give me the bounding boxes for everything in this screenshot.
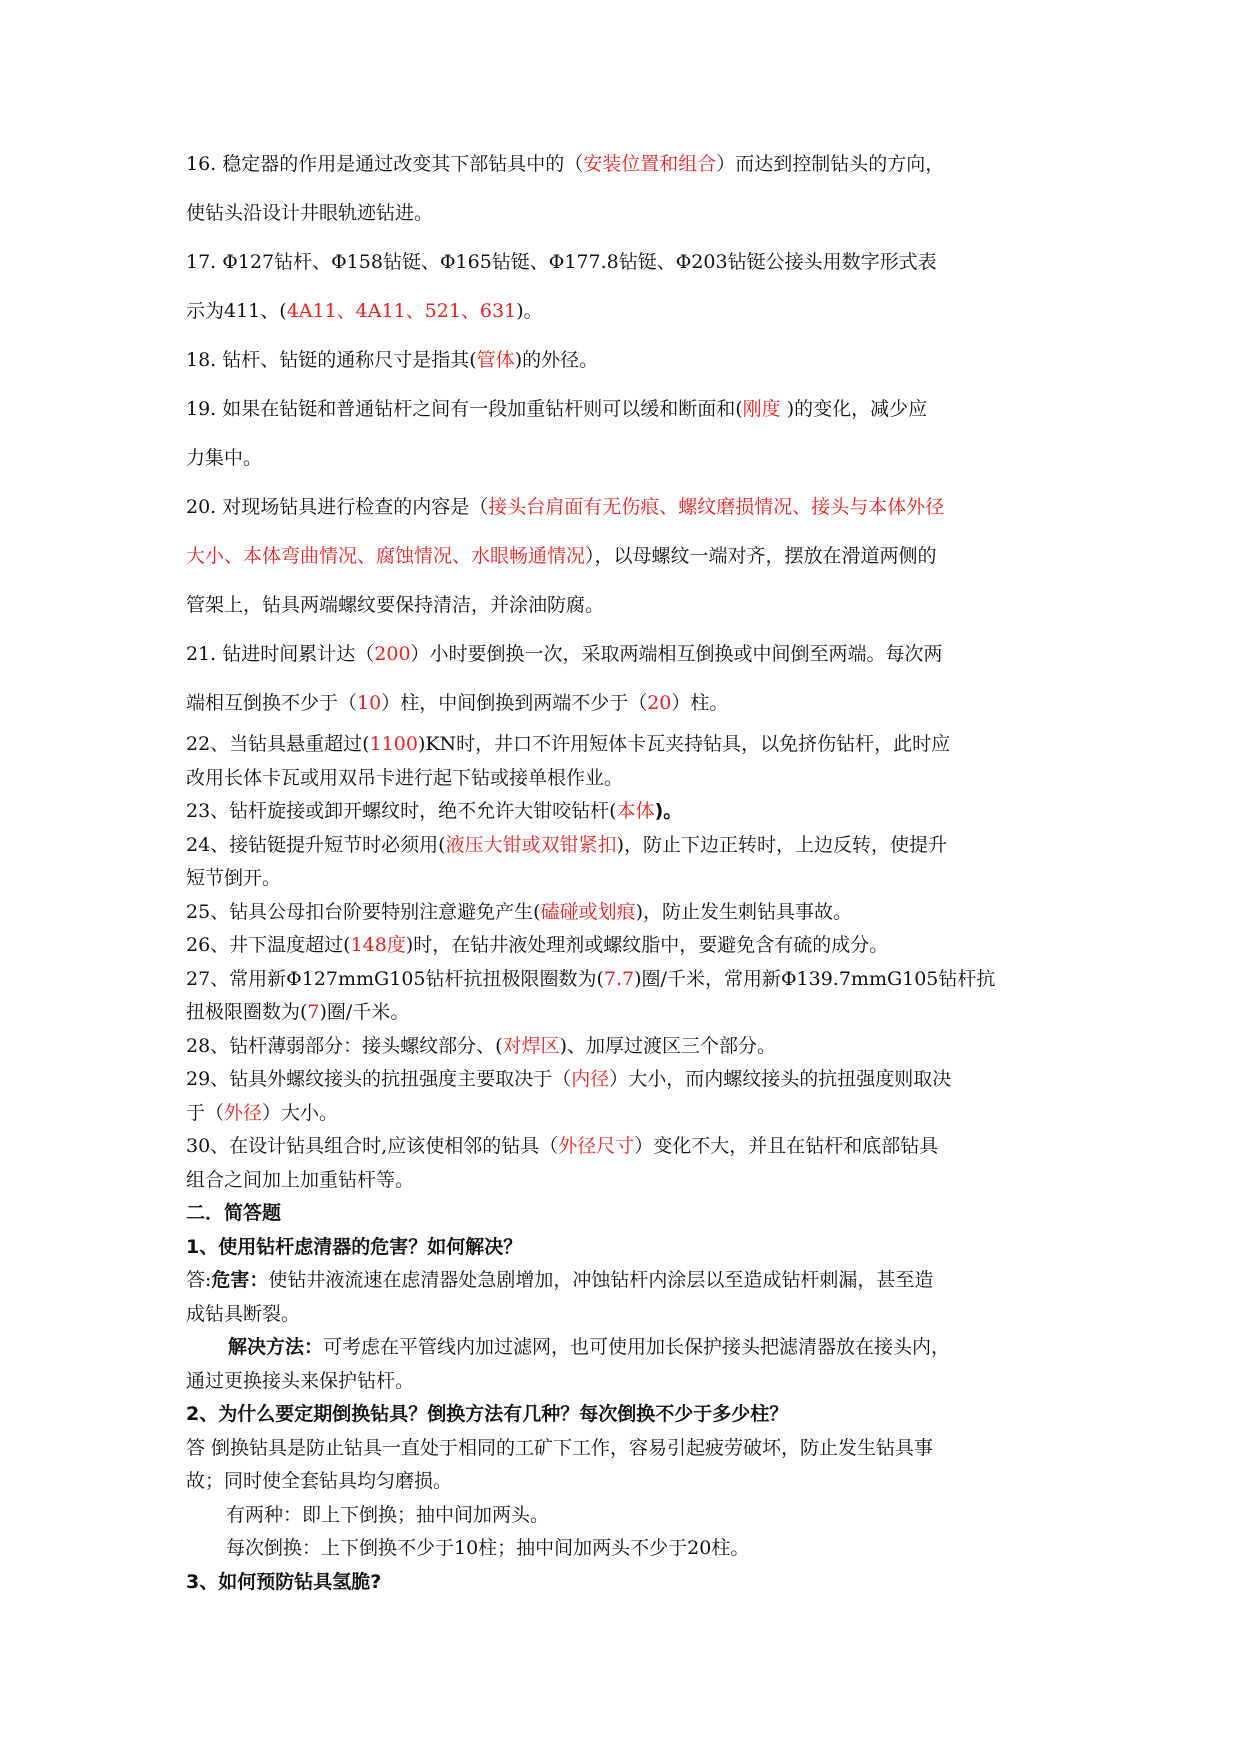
- text: 成钻具断裂。: [186, 1302, 301, 1325]
- text: 28、钻杆薄弱部分：接头螺纹部分、(: [186, 1034, 503, 1057]
- text: 答 倒换钻具是防止钻具一直处于相同的工矿下工作，容易引起疲劳破坏，防止发生钻具事: [186, 1436, 934, 1459]
- text: )，防止发生刺钻具事故。: [635, 900, 853, 923]
- text: 22、当钻具悬重超过(: [186, 733, 370, 755]
- answer: 20: [647, 692, 672, 714]
- answer-2-count: 每次倒换：上下倒换不少于10柱；抽中间加两头不少于20柱。: [226, 1537, 750, 1559]
- text: ）大小，而内螺纹接头的抗扭强度则取决: [609, 1068, 952, 1090]
- text: 组合之间加上加重钻杆等。: [186, 1168, 415, 1191]
- text: )，防止下边正转时，上边反转，使提升: [616, 833, 948, 856]
- answer: 外径: [224, 1101, 263, 1124]
- text: 18. 钻杆、钻铤的通称尺寸是指其(: [186, 349, 477, 371]
- text: )圈/千米。: [319, 1001, 410, 1023]
- text: ）柱，中间倒换到两端不少于（: [381, 692, 648, 714]
- text: 30、在设计钻具组合时,应该使相邻的钻具（: [186, 1135, 559, 1157]
- question-30: [186, 1130, 1056, 1197]
- answer: 7.7: [603, 967, 635, 990]
- text: 力集中。: [186, 447, 263, 469]
- text: ）大小。: [262, 1101, 339, 1124]
- answer: 内径: [571, 1068, 610, 1090]
- answer: 液压大钳或双钳紧扣: [445, 833, 617, 856]
- question-17: [186, 238, 1056, 336]
- section-heading: 二．简答题: [186, 1202, 282, 1224]
- text: ）而达到控制钻头的方向，: [716, 153, 945, 175]
- short-question-3: 3、如何预防钻具氢脆?: [186, 1570, 382, 1593]
- text: )。: [516, 300, 543, 322]
- text: )时，在钻井液处理剂或螺纹脂中，要避免含有硫的成分。: [405, 934, 889, 956]
- answer: 大小、本体弯曲情况、腐蚀情况、水眼畅通情况: [186, 545, 586, 567]
- answer: 本体: [616, 800, 655, 822]
- text: 23、钻杆旋接或卸开螺纹时，绝不允许大钳咬钻杆(: [186, 800, 617, 822]
- text: 24、接钻铤提升短节时必须用(: [186, 833, 446, 856]
- question-22: [186, 728, 1056, 795]
- question-16: [186, 140, 1056, 238]
- text: )的外径。: [514, 349, 599, 371]
- question-26: [186, 929, 1056, 963]
- answer: 接头台肩面有无伤痕、螺纹磨损情况、接头与本体外径: [488, 496, 945, 518]
- question-29: [186, 1063, 1056, 1130]
- text: 21. 钻进时间累计达（: [186, 643, 375, 665]
- text: )的变化，减少应: [786, 398, 928, 420]
- answer: 对焊区: [502, 1034, 560, 1057]
- text: 扭极限圈数为(: [186, 1001, 308, 1023]
- text: 示为411、(: [186, 300, 287, 322]
- text: )KN时，井口不许用短体卡瓦夹持钻具，以免挤伤钻杆，此时应: [417, 733, 951, 755]
- answer-2-methods: 有两种：即上下倒换；抽中间加两头。: [226, 1503, 550, 1526]
- answer: 外径尺寸: [558, 1135, 635, 1157]
- text: )圈/千米，常用新Φ139.7mmG105钻杆抗: [634, 967, 996, 990]
- question-21: [186, 630, 1056, 728]
- text: )。: [654, 800, 683, 822]
- question-19: [186, 385, 1056, 483]
- question-18: [186, 336, 1056, 385]
- question-20: [186, 483, 1056, 630]
- label: 解决方法：: [228, 1336, 324, 1358]
- text: 20. 对现场钻具进行检查的内容是（: [186, 496, 489, 518]
- text: 使钻井液流速在虑清器处急剧增加，冲蚀钻杆内涂层以至造成钻杆刺漏，甚至造: [268, 1269, 934, 1291]
- text: ）柱。: [671, 692, 729, 714]
- answer-2: [186, 1432, 1056, 1499]
- text: 26、井下温度超过(: [186, 934, 351, 956]
- label: 危害：: [211, 1269, 269, 1291]
- text: 短节倒开。: [186, 867, 282, 889]
- answer-1-harm: [186, 1264, 1056, 1331]
- question-23: [186, 795, 1056, 829]
- text: 通过更换接头来保护钻杆。: [186, 1369, 415, 1392]
- question-25: [186, 896, 1056, 930]
- text: 19. 如果在钻铤和普通钻杆之间有一段加重钻杆则可以缓和断面和(: [186, 398, 743, 420]
- text: ），以母螺纹一端对齐，摆放在滑道两侧的: [585, 545, 937, 567]
- text: 故；同时使全套钻具均匀磨损。: [186, 1470, 453, 1492]
- text: )、加厚过渡区三个部分。: [559, 1034, 777, 1057]
- answer: 200: [374, 643, 411, 665]
- text: 16. 稳定器的作用是通过改变其下部钻具中的（: [186, 153, 584, 175]
- text: ）变化不大，并且在钻杆和底部钻具: [634, 1135, 939, 1157]
- text: 答:: [186, 1269, 212, 1291]
- text: 管架上，钻具两端螺纹要保持清洁，并涂油防腐。: [186, 594, 605, 616]
- text: 端相互倒换不少于（: [186, 692, 358, 714]
- question-24: [186, 829, 1056, 896]
- document-page: [186, 140, 1056, 1599]
- answer: 磕碰或划痕: [540, 900, 636, 923]
- short-question-1: 1、使用钻杆虑清器的危害？如何解决？: [186, 1235, 523, 1258]
- answer-1-solution: [186, 1331, 1056, 1398]
- question-27: [186, 963, 1056, 1030]
- text: 29、钻具外螺纹接头的抗扭强度主要取决于（: [186, 1068, 572, 1090]
- answer: 1100: [369, 733, 418, 755]
- answer: 10: [357, 692, 382, 714]
- text: ）小时要倒换一次，采取两端相互倒换或中间倒至两端。每次两: [410, 643, 943, 665]
- answer: 管体: [476, 349, 515, 371]
- answer: 刚度: [742, 398, 787, 420]
- answer: 148度: [350, 934, 406, 956]
- answer: 7: [307, 1001, 320, 1023]
- short-question-2: 2、为什么要定期倒换钻具？倒换方法有几种？每次倒换不少于多少柱？: [186, 1403, 789, 1425]
- text: 于（: [186, 1101, 225, 1124]
- text: 使钻头沿设计井眼轨迹钻进。: [186, 202, 434, 224]
- text: 17. Φ127钻杆、Φ158钻铤、Φ165钻铤、Φ177.8钻铤、Φ203钻铤公接头用数字形式表: [186, 251, 937, 273]
- text: 改用长体卡瓦或用双吊卡进行起下钻或接单根作业。: [186, 766, 624, 789]
- text: 可考虑在平管线内加过滤网，也可使用加长保护接头把滤清器放在接头内，: [323, 1336, 951, 1358]
- question-28: [186, 1030, 1056, 1064]
- text: 27、常用新Φ127mmG105钻杆抗扭极限圈数为(: [186, 967, 604, 990]
- answer: 安装位置和组合: [583, 153, 717, 175]
- answer: 4A11、4A11、521、631: [286, 300, 517, 322]
- text: 25、钻具公母扣台阶要特别注意避免产生(: [186, 900, 541, 923]
